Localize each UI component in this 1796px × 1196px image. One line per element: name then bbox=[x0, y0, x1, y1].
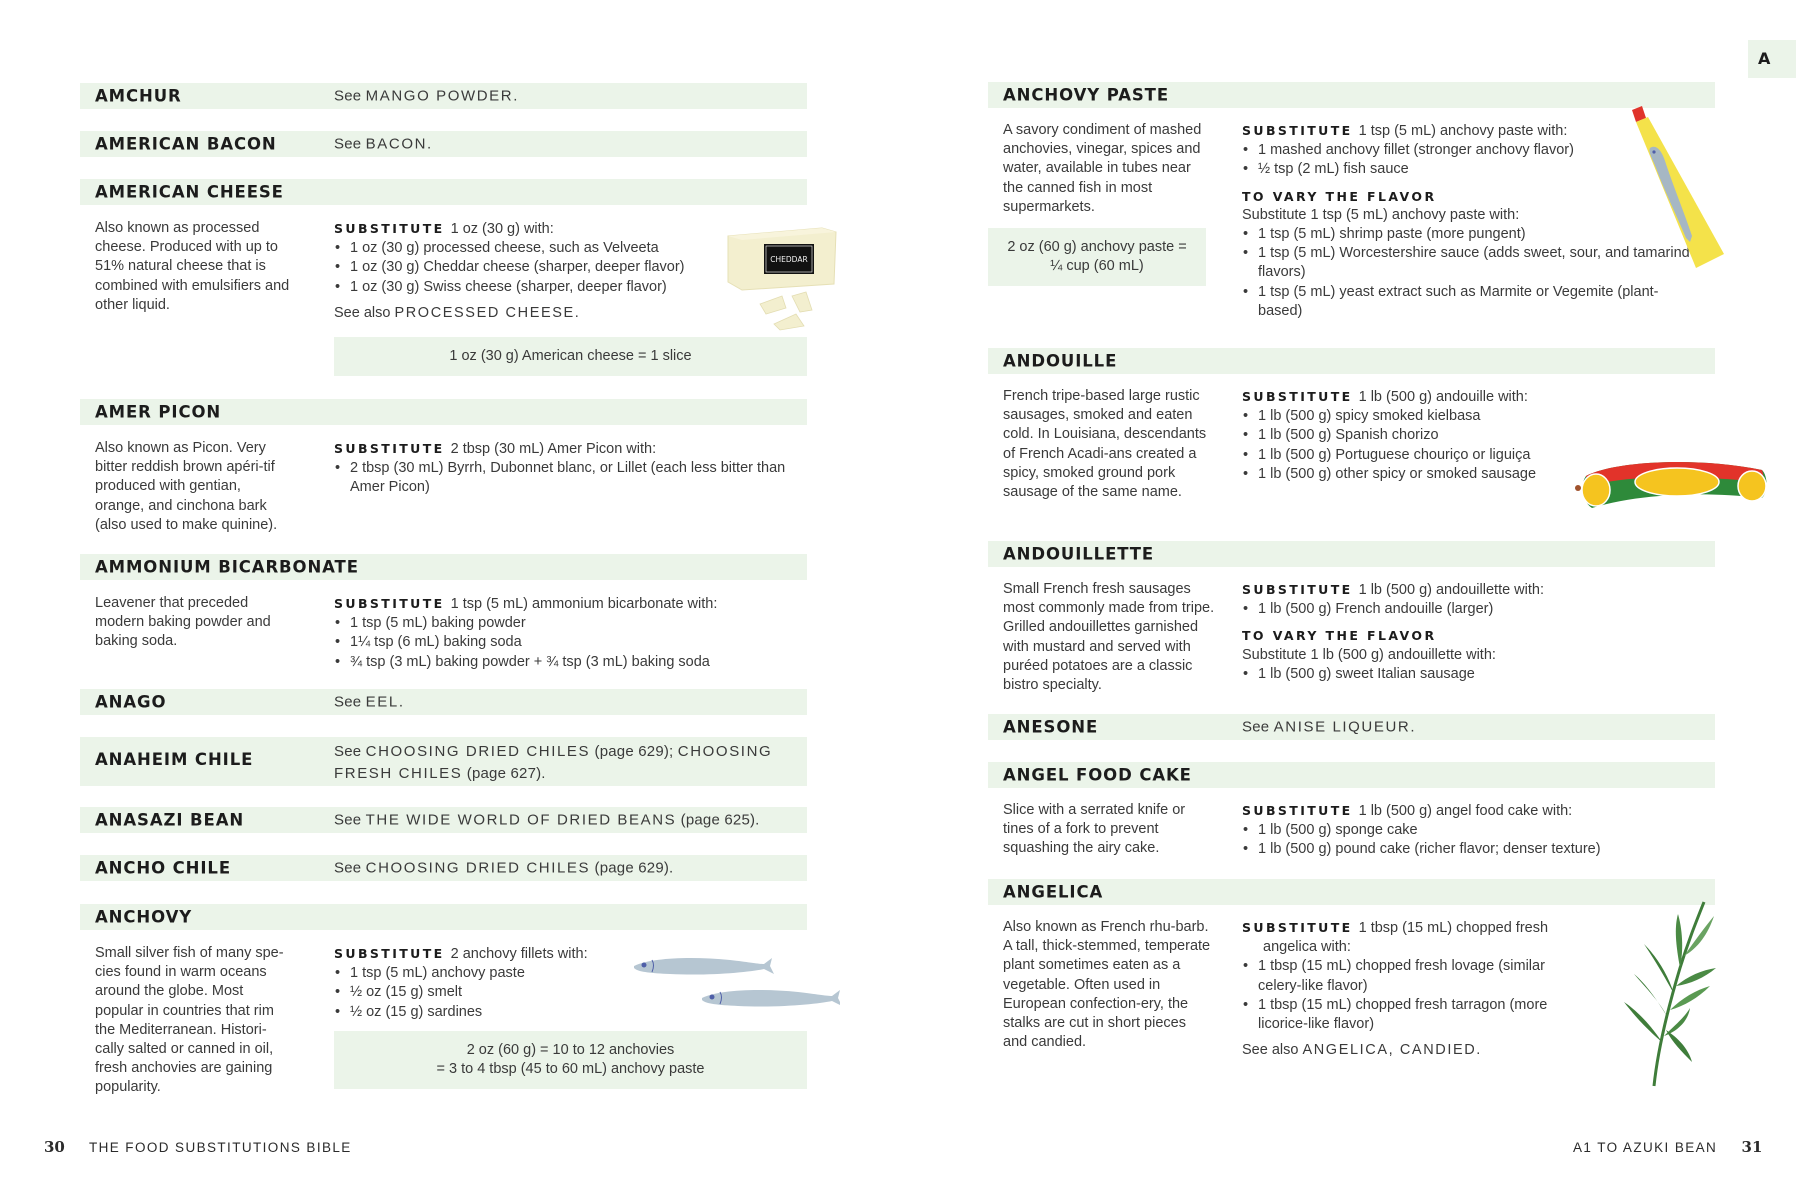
list-item: • 1 lb (500 g) Portuguese chouriço or liguiça bbox=[1242, 446, 1582, 465]
book-title: THE FOOD SUBSTITUTIONS BIBLE bbox=[88, 1140, 352, 1155]
entry-amchur bbox=[80, 83, 807, 109]
list-item: • 1 tsp (5 mL) Worcestershire sauce (adds sweet, sour, and tamarind flavors) bbox=[1242, 244, 1697, 282]
substitute-block bbox=[334, 219, 734, 323]
entry-term: ANGELICA bbox=[1003, 882, 1104, 902]
see-also[interactable]: See also ANGELICA, CANDIED. bbox=[1242, 1042, 1482, 1059]
substitute-block bbox=[1242, 387, 1582, 484]
substitute-label: SUBSTITUTE bbox=[1242, 389, 1353, 404]
list-item: • 1 lb (500 g) other spicy or smoked sausage bbox=[1242, 465, 1582, 484]
list-item: • 1 lb (500 g) sponge cake bbox=[1242, 821, 1697, 840]
list-item: • 1 tsp (5 mL) baking powder bbox=[334, 614, 794, 633]
entry-american-cheese-header bbox=[80, 179, 807, 205]
entry-term: ANCHOVY PASTE bbox=[1003, 85, 1170, 105]
substitute-intro: 1 lb (500 g) angel food cake with: bbox=[1358, 803, 1573, 819]
entry-term: ANCHO CHILE bbox=[95, 858, 232, 878]
entry-angelica-header bbox=[988, 879, 1715, 905]
substitute-intro: 2 tbsp (30 mL) Amer Picon with: bbox=[450, 441, 657, 457]
substitute-intro: 1 lb (500 g) andouille with: bbox=[1358, 389, 1528, 405]
substitute-label: SUBSTITUTE bbox=[334, 596, 445, 611]
entry-description: Leavener that preceded modern baking powder and baking soda. bbox=[95, 595, 271, 650]
substitute-list bbox=[334, 239, 734, 297]
list-item: • 1 lb (500 g) Spanish chorizo bbox=[1242, 426, 1582, 445]
entry-anago bbox=[80, 689, 807, 715]
entry-term: ANGEL FOOD CAKE bbox=[1003, 765, 1192, 785]
substitute-label: SUBSTITUTE bbox=[1242, 803, 1353, 818]
entry-term: ANASAZI BEAN bbox=[95, 810, 245, 830]
list-item: • 1 tsp (5 mL) anchovy paste bbox=[334, 964, 634, 983]
substitute-label: SUBSTITUTE bbox=[334, 946, 445, 961]
list-item: • 1¼ tsp (6 mL) baking soda bbox=[334, 633, 794, 652]
entry-anasazi-bean bbox=[80, 807, 807, 833]
entry-angel-food-cake-header bbox=[988, 762, 1715, 788]
entry-term: AMCHUR bbox=[95, 86, 182, 106]
list-item: • 2 tbsp (30 mL) Byrrh, Dubonnet blanc, or Lillet (each less bitter than Amer Picon) bbox=[334, 459, 794, 497]
list-item: • 1 oz (30 g) Swiss cheese (sharper, deeper flavor) bbox=[334, 278, 734, 297]
vary-flavor-label: TO VARY THE FLAVOR bbox=[1242, 188, 1437, 204]
substitute-label: SUBSTITUTE bbox=[1242, 582, 1353, 597]
list-item: • ½ tsp (2 mL) fish sauce bbox=[1242, 160, 1697, 179]
list-item: • ½ oz (15 g) sardines bbox=[334, 1003, 634, 1022]
entry-anaheim-chile bbox=[80, 737, 807, 786]
substitute-list bbox=[334, 459, 794, 497]
entry-anchovy-paste-header bbox=[988, 82, 1715, 108]
anchovy-paste-tube-illustration bbox=[1626, 104, 1726, 269]
entry-term: ANAHEIM CHILE bbox=[95, 750, 254, 769]
entry-term: AMER PICON bbox=[95, 402, 222, 422]
entry-term: ANAGO bbox=[95, 692, 167, 712]
entry-description: Also known as Picon. Very bitter reddish brown apéri-tif produced with gentian, orange, and cinchona bark (also used to make quinine). bbox=[95, 440, 278, 533]
substitute-intro-continued: angelica with: bbox=[1263, 939, 1351, 956]
substitute-label: SUBSTITUTE bbox=[334, 221, 445, 236]
cross-reference[interactable]: See CHOOSING DRIED CHILES (page 629); CHOOSING FRESH CHILES (page 627). bbox=[334, 743, 773, 782]
svg-text:CHEDDAR: CHEDDAR bbox=[770, 255, 808, 264]
entry-description: A savory condiment of mashed anchovies, vinegar, spices and water, available in tubes near the canned fish in most supermarkets. bbox=[1003, 122, 1202, 215]
cross-reference[interactable]: See MANGO POWDER. bbox=[334, 87, 518, 105]
page-footer-left bbox=[44, 1138, 352, 1156]
substitute-list bbox=[1242, 821, 1697, 859]
entry-anesone bbox=[988, 714, 1715, 740]
entry-term: AMERICAN CHEESE bbox=[95, 182, 284, 202]
vary-flavor-label: TO VARY THE FLAVOR bbox=[1242, 628, 1437, 644]
equivalence-line: ¼ cup (60 mL) bbox=[1050, 258, 1144, 274]
substitute-label: SUBSTITUTE bbox=[334, 441, 445, 456]
vary-intro: Substitute 1 lb (500 g) andouillette with: bbox=[1242, 646, 1496, 663]
cheddar-cheese-illustration bbox=[724, 222, 838, 332]
substitute-label: SUBSTITUTE bbox=[1242, 920, 1353, 935]
substitute-block bbox=[334, 594, 794, 672]
equivalence-line: = 3 to 4 tbsp (45 to 60 mL) anchovy paste bbox=[436, 1061, 705, 1077]
entry-term: ANCHOVY bbox=[95, 907, 193, 927]
substitute-list bbox=[1242, 600, 1697, 619]
list-item: • ½ oz (15 g) smelt bbox=[334, 983, 634, 1002]
substitute-block bbox=[1242, 580, 1697, 684]
cross-reference[interactable]: See BACON. bbox=[334, 135, 432, 153]
angelica-sprig-illustration bbox=[1618, 898, 1718, 1088]
entry-anchovy-header bbox=[80, 904, 807, 930]
page-number: 31 bbox=[1741, 1138, 1763, 1156]
entry-description: Also known as French rhu-barb. A tall, thick-stemmed, temperate plant sometimes eaten as a vegetable. Often used in European confection-ery, the stalks are cut in short pieces and candied. bbox=[1003, 919, 1211, 1051]
substitute-block bbox=[1242, 918, 1587, 1060]
substitute-intro: 1 oz (30 g) with: bbox=[450, 221, 554, 237]
substitute-label: SUBSTITUTE bbox=[1242, 123, 1353, 138]
page-footer-right bbox=[1573, 1138, 1762, 1156]
entry-term: ANDOUILLE bbox=[1003, 351, 1118, 371]
substitute-intro: 1 lb (500 g) andouillette with: bbox=[1358, 582, 1545, 598]
entry-description: Slice with a serrated knife or tines of a fork to prevent squashing the airy cake. bbox=[1003, 802, 1186, 857]
list-item: • 1 tbsp (15 mL) chopped fresh tarragon (more licorice-like flavor) bbox=[1242, 996, 1587, 1034]
list-item: • 1 tsp (5 mL) shrimp paste (more pungent) bbox=[1242, 225, 1697, 244]
entry-term: AMMONIUM BICARBONATE bbox=[95, 557, 359, 577]
cross-reference[interactable]: See CHOOSING DRIED CHILES (page 629). bbox=[334, 859, 674, 877]
section-title: A1 TO AZUKI BEAN bbox=[1573, 1140, 1718, 1155]
substitute-intro: 2 anchovy fillets with: bbox=[450, 946, 588, 962]
entry-andouille-header bbox=[988, 348, 1715, 374]
sausage-illustration bbox=[1572, 452, 1772, 514]
list-item: • 1 tsp (5 mL) yeast extract such as Marmite or Vegemite (plant-based) bbox=[1242, 283, 1697, 321]
entry-description: Small silver fish of many spe-cies found in warm oceans around the globe. Most popular in countries that rim the Mediterranean. Histori-cally salted or canned in oil, fresh anchovies are gaining popularity. bbox=[95, 945, 284, 1096]
substitute-block bbox=[334, 944, 634, 1022]
substitute-block bbox=[334, 439, 794, 498]
entry-term: AMERICAN BACON bbox=[95, 134, 277, 154]
entry-term: ANDOUILLETTE bbox=[1003, 544, 1155, 564]
list-item: • ¾ tsp (3 mL) baking powder + ¾ tsp (3 mL) baking soda bbox=[334, 653, 794, 672]
substitute-block bbox=[1242, 801, 1697, 860]
entry-ammonium-bicarbonate-header bbox=[80, 554, 807, 580]
thumb-tab-letter: A bbox=[1758, 49, 1771, 68]
equivalence-box bbox=[988, 228, 1206, 286]
right-page bbox=[898, 0, 1796, 1196]
entry-description: Small French fresh sausages most commonly made from tripe. Grilled andouillettes garnished with mustard and served with puréed potatoes are a classic bistro specialty. bbox=[1003, 581, 1215, 694]
entry-term: ANESONE bbox=[1003, 717, 1099, 737]
entry-description: French tripe-based large rustic sausages, smoked and eaten cold. In Louisiana, descendants of French Acadi-ans created a spicy, smoked ground pork sausage of the same name. bbox=[1003, 388, 1207, 501]
equivalence-line: 2 oz (60 g) anchovy paste = bbox=[1007, 239, 1187, 255]
substitute-intro: 1 tbsp (15 mL) chopped fresh bbox=[1358, 920, 1549, 936]
vary-list bbox=[1242, 665, 1697, 684]
substitute-list bbox=[334, 614, 794, 672]
entry-amer-picon-header bbox=[80, 399, 807, 425]
equivalence-line: 2 oz (60 g) = 10 to 12 anchovies bbox=[466, 1042, 675, 1058]
list-item: • 1 oz (30 g) Cheddar cheese (sharper, deeper flavor) bbox=[334, 258, 734, 277]
cross-reference[interactable]: See EEL. bbox=[334, 693, 404, 711]
equivalence-box: 1 oz (30 g) American cheese = 1 slice bbox=[334, 337, 807, 376]
list-item: • 1 lb (500 g) French andouille (larger) bbox=[1242, 600, 1697, 619]
cross-reference[interactable]: See THE WIDE WORLD OF DRIED BEANS (page 625). bbox=[334, 811, 760, 829]
list-item: • 1 lb (500 g) pound cake (richer flavor; denser texture) bbox=[1242, 840, 1697, 859]
substitute-intro: 1 tsp (5 mL) anchovy paste with: bbox=[1358, 123, 1568, 139]
cross-reference[interactable]: See ANISE LIQUEUR. bbox=[1242, 718, 1415, 736]
substitute-list bbox=[1242, 407, 1582, 484]
entry-andouillette-header bbox=[988, 541, 1715, 567]
substitute-list bbox=[1242, 957, 1587, 1034]
entry-description: Also known as processed cheese. Produced with up to 51% natural cheese that is combined with emulsifiers and other liquid. bbox=[95, 220, 290, 313]
anchovies-illustration bbox=[630, 952, 840, 1016]
see-also[interactable]: See also PROCESSED CHEESE. bbox=[334, 304, 581, 321]
entry-american-bacon bbox=[80, 131, 807, 157]
list-item: • 1 tbsp (15 mL) chopped fresh lovage (similar celery-like flavor) bbox=[1242, 957, 1587, 995]
list-item: • 1 mashed anchovy fillet (stronger anchovy flavor) bbox=[1242, 141, 1697, 160]
list-item: • 1 lb (500 g) spicy smoked kielbasa bbox=[1242, 407, 1582, 426]
page-number: 30 bbox=[44, 1138, 65, 1156]
entry-ancho-chile bbox=[80, 855, 807, 881]
substitute-list bbox=[334, 964, 634, 1022]
list-item: • 1 oz (30 g) processed cheese, such as Velveeta bbox=[334, 239, 734, 258]
equivalence-box bbox=[334, 1031, 807, 1089]
substitute-intro: 1 tsp (5 mL) ammonium bicarbonate with: bbox=[450, 596, 718, 612]
list-item: • 1 lb (500 g) sweet Italian sausage bbox=[1242, 665, 1697, 684]
vary-intro: Substitute 1 tsp (5 mL) anchovy paste with: bbox=[1242, 206, 1520, 223]
